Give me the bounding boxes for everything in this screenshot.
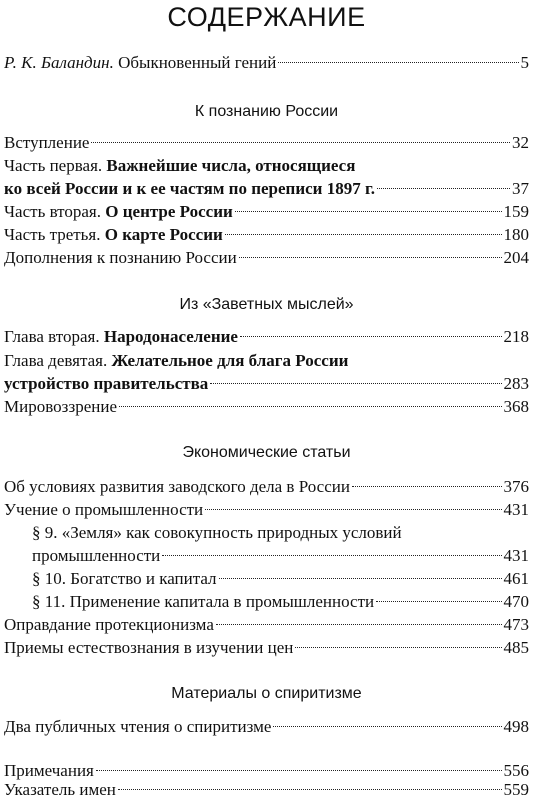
entry-title: Желательное для блага России xyxy=(111,351,349,370)
toc-subentry xyxy=(32,545,529,567)
toc-entry xyxy=(4,396,529,418)
page-number: 559 xyxy=(503,780,529,799)
leader-dots xyxy=(295,647,501,648)
entry-author: Р. К. Баландин. xyxy=(4,53,114,72)
leader-dots xyxy=(278,62,518,63)
toc-entry xyxy=(4,499,529,521)
leader-dots xyxy=(352,486,502,487)
toc-entry xyxy=(4,637,529,659)
page-number: 431 xyxy=(503,500,529,519)
leader-dots xyxy=(376,601,501,602)
section-heading: Экономические статьи xyxy=(182,444,351,461)
entry-title: Вступление xyxy=(4,133,90,152)
page-number: 5 xyxy=(520,53,529,72)
toc-entry xyxy=(4,326,529,348)
page-number: 180 xyxy=(503,225,529,244)
page-number: 498 xyxy=(503,717,529,736)
toc-entry-line xyxy=(4,155,529,177)
entry-prefix: Часть вторая. xyxy=(4,202,101,221)
entry-title-cont: промышленности xyxy=(32,546,161,565)
page-title: СОДЕРЖАНИЕ xyxy=(167,2,366,32)
entry-prefix: Глава девятая. xyxy=(4,351,108,370)
toc-subentry-line: § 9. «Земля» как совокупность природных условий xyxy=(32,523,402,542)
page-number: 283 xyxy=(503,374,529,393)
entry-title-cont: ко всей России и к ее частям по переписи 1897 г. xyxy=(4,179,376,198)
leader-dots xyxy=(273,726,501,727)
entry-title: Важнейшие числа, относящиеся xyxy=(106,156,356,175)
toc-entry xyxy=(4,614,529,636)
page-number: 461 xyxy=(503,569,529,588)
toc-entry xyxy=(4,178,529,200)
page-number: 368 xyxy=(503,397,529,416)
toc-subentry xyxy=(32,568,529,590)
toc-entry xyxy=(4,476,529,498)
toc-entry xyxy=(4,716,529,738)
entry-title: Народонаселение xyxy=(103,327,238,346)
toc-entry-intro xyxy=(4,52,529,74)
leader-dots xyxy=(239,257,502,258)
entry-title: Два публичных чтения о спиритизме xyxy=(4,717,272,736)
page-number: 485 xyxy=(503,638,529,657)
toc-subentry xyxy=(32,591,529,613)
leader-dots xyxy=(210,383,501,384)
page-number: 37 xyxy=(512,179,529,198)
page-number: 431 xyxy=(503,546,529,565)
page-number: 470 xyxy=(503,592,529,611)
leader-dots xyxy=(240,336,502,337)
leader-dots xyxy=(216,624,502,625)
toc-entry xyxy=(4,373,529,395)
page-number: 159 xyxy=(503,202,529,221)
toc-entry-index xyxy=(4,779,529,801)
entry-title: § 10. Богатство и капитал xyxy=(32,569,217,588)
leader-dots xyxy=(96,770,502,771)
leader-dots xyxy=(91,142,510,143)
entry-title: Об условиях развития заводского дела в России xyxy=(4,477,350,496)
section-heading: К познанию России xyxy=(194,103,339,120)
entry-title-cont: устройство правительства xyxy=(4,374,209,393)
section-heading: Материалы о спиритизме xyxy=(171,685,362,702)
leader-dots xyxy=(225,234,502,235)
page-number: 556 xyxy=(503,761,529,780)
toc-entry xyxy=(4,224,529,246)
toc-entry xyxy=(4,132,529,154)
entry-prefix: Глава вторая. xyxy=(4,327,100,346)
entry-title: Мировоззрение xyxy=(4,397,118,416)
page-number: 204 xyxy=(503,248,529,267)
entry-title: Учение о промышленности xyxy=(4,500,204,519)
leader-dots xyxy=(377,188,510,189)
entry-title: Оправдание протекционизма xyxy=(4,615,214,634)
leader-dots xyxy=(119,406,501,407)
page-number: 473 xyxy=(503,615,529,634)
entry-title: Дополнения к познанию России xyxy=(4,248,237,267)
toc-entry-line xyxy=(4,350,529,372)
section-heading: Из «Заветных мыслей» xyxy=(179,296,354,313)
page-number: 218 xyxy=(503,327,529,346)
page-number: 32 xyxy=(512,133,529,152)
entry-title: § 11. Применение капитала в промышленности xyxy=(32,592,375,611)
entry-title: Указатель имен xyxy=(4,780,116,799)
entry-title: О центре России xyxy=(105,202,233,221)
toc-entry xyxy=(4,201,529,223)
leader-dots xyxy=(162,555,501,556)
entry-prefix: Часть третья. xyxy=(4,225,101,244)
leader-dots xyxy=(118,789,502,790)
leader-dots xyxy=(205,509,501,510)
entry-title: Приемы естествознания в изучении цен xyxy=(4,638,294,657)
toc-entry xyxy=(4,247,529,269)
entry-prefix: Часть первая. xyxy=(4,156,103,175)
entry-title: Обыкновенный гений xyxy=(118,53,277,72)
page-number: 376 xyxy=(503,477,529,496)
entry-title: Примечания xyxy=(4,761,94,780)
entry-title: О карте России xyxy=(104,225,223,244)
leader-dots xyxy=(235,211,502,212)
leader-dots xyxy=(219,578,502,579)
